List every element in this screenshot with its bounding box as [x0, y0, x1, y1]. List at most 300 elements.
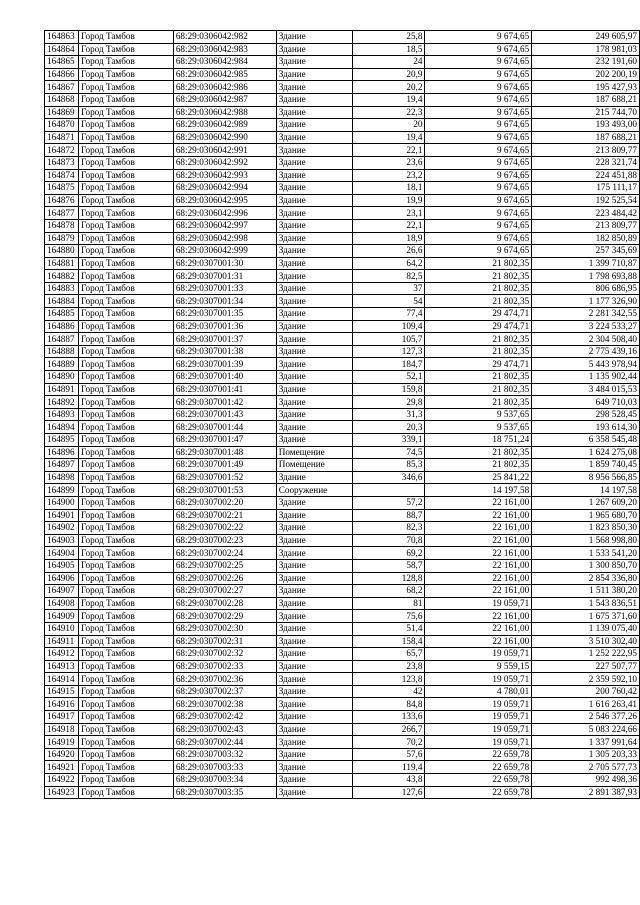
unit-cost-cell: 22 659,78 — [425, 761, 532, 774]
row-number-cell: 164911 — [45, 635, 79, 648]
area-cell: 70,2 — [352, 736, 425, 749]
table-row — [45, 56, 640, 69]
locality-cell: Город Тамбов — [78, 43, 173, 56]
table-row — [45, 471, 640, 484]
cadastral-number-cell: 68:29:0307001:52 — [173, 471, 276, 484]
area-cell: 65,7 — [352, 648, 425, 661]
row-number-cell: 164904 — [45, 547, 79, 560]
object-type-cell: Здание — [276, 257, 352, 270]
row-number-cell: 164896 — [45, 446, 79, 459]
cadastral-number-cell: 68:29:0307002:27 — [173, 585, 276, 598]
table-row — [45, 144, 640, 157]
unit-cost-cell: 9 674,65 — [425, 194, 532, 207]
area-cell: 70,8 — [352, 534, 425, 547]
row-number-cell: 164867 — [45, 81, 79, 94]
table-row — [45, 169, 640, 182]
object-type-cell: Здание — [276, 648, 352, 661]
object-type-cell: Здание — [276, 711, 352, 724]
locality-cell: Город Тамбов — [78, 144, 173, 157]
cadastral-number-cell: 68:29:0307001:35 — [173, 308, 276, 321]
cadastral-value-cell: 200 760,42 — [532, 685, 640, 698]
cadastral-value-cell: 1 965 680,70 — [532, 509, 640, 522]
area-cell: 19,9 — [352, 194, 425, 207]
area-cell: 22,1 — [352, 219, 425, 232]
object-type-cell: Здание — [276, 31, 352, 44]
area-cell: 51,4 — [352, 622, 425, 635]
locality-cell: Город Тамбов — [78, 408, 173, 421]
object-type-cell: Здание — [276, 496, 352, 509]
object-type-cell: Здание — [276, 723, 352, 736]
cadastral-value-cell: 2 775 439,16 — [532, 345, 640, 358]
object-type-cell: Здание — [276, 622, 352, 635]
unit-cost-cell: 29 474,71 — [425, 320, 532, 333]
unit-cost-cell: 4 780,01 — [425, 685, 532, 698]
unit-cost-cell: 21 802,35 — [425, 371, 532, 384]
cadastral-number-cell: 68:29:0306042:985 — [173, 68, 276, 81]
table-row — [45, 660, 640, 673]
object-type-cell: Здание — [276, 597, 352, 610]
cadastral-value-cell: 1 624 275,08 — [532, 446, 640, 459]
area-cell: 184,7 — [352, 358, 425, 371]
table-row — [45, 635, 640, 648]
cadastral-number-cell: 68:29:0307002:44 — [173, 736, 276, 749]
area-cell: 19,4 — [352, 93, 425, 106]
locality-cell: Город Тамбов — [78, 345, 173, 358]
cadastral-value-cell: 2 359 592,10 — [532, 673, 640, 686]
cadastral-value-cell: 1 399 710,87 — [532, 257, 640, 270]
locality-cell: Город Тамбов — [78, 270, 173, 283]
area-cell: 133,6 — [352, 711, 425, 724]
unit-cost-cell: 19 059,71 — [425, 673, 532, 686]
locality-cell: Город Тамбов — [78, 219, 173, 232]
table-row — [45, 308, 640, 321]
row-number-cell: 164905 — [45, 559, 79, 572]
row-number-cell: 164878 — [45, 219, 79, 232]
unit-cost-cell: 22 161,00 — [425, 559, 532, 572]
cadastral-value-cell: 178 981,03 — [532, 43, 640, 56]
cadastral-table — [44, 30, 640, 799]
unit-cost-cell: 9 674,65 — [425, 131, 532, 144]
locality-cell: Город Тамбов — [78, 736, 173, 749]
cadastral-number-cell: 68:29:0307001:38 — [173, 345, 276, 358]
object-type-cell: Здание — [276, 68, 352, 81]
table-row — [45, 786, 640, 799]
row-number-cell: 164888 — [45, 345, 79, 358]
cadastral-number-cell: 68:29:0307002:25 — [173, 559, 276, 572]
cadastral-value-cell: 6 358 545,48 — [532, 434, 640, 447]
table-row — [45, 774, 640, 787]
table-row — [45, 383, 640, 396]
table-row — [45, 622, 640, 635]
object-type-cell: Здание — [276, 585, 352, 598]
cadastral-number-cell: 68:29:0307001:33 — [173, 282, 276, 295]
row-number-cell: 164872 — [45, 144, 79, 157]
row-number-cell: 164875 — [45, 182, 79, 195]
unit-cost-cell: 19 059,71 — [425, 648, 532, 661]
unit-cost-cell: 19 059,71 — [425, 711, 532, 724]
unit-cost-cell: 22 161,00 — [425, 572, 532, 585]
table-row — [45, 333, 640, 346]
row-number-cell: 164920 — [45, 748, 79, 761]
cadastral-number-cell: 68:29:0307001:36 — [173, 320, 276, 333]
object-type-cell: Здание — [276, 774, 352, 787]
row-number-cell: 164894 — [45, 421, 79, 434]
object-type-cell: Здание — [276, 786, 352, 799]
area-cell: 18,1 — [352, 182, 425, 195]
unit-cost-cell: 9 674,65 — [425, 182, 532, 195]
cadastral-value-cell: 1 267 609,20 — [532, 496, 640, 509]
object-type-cell: Здание — [276, 358, 352, 371]
object-type-cell: Здание — [276, 547, 352, 560]
object-type-cell: Здание — [276, 408, 352, 421]
locality-cell: Город Тамбов — [78, 534, 173, 547]
area-cell: 85,3 — [352, 459, 425, 472]
area-cell: 266,7 — [352, 723, 425, 736]
cadastral-number-cell: 68:29:0307002:23 — [173, 534, 276, 547]
cadastral-number-cell: 68:29:0306042:994 — [173, 182, 276, 195]
unit-cost-cell: 9 674,65 — [425, 144, 532, 157]
table-row — [45, 736, 640, 749]
cadastral-number-cell: 68:29:0307001:37 — [173, 333, 276, 346]
cadastral-value-cell: 2 281 342,55 — [532, 308, 640, 321]
cadastral-number-cell: 68:29:0307002:36 — [173, 673, 276, 686]
cadastral-number-cell: 68:29:0306042:988 — [173, 106, 276, 119]
locality-cell: Город Тамбов — [78, 660, 173, 673]
unit-cost-cell: 9 537,65 — [425, 421, 532, 434]
cadastral-value-cell: 195 427,93 — [532, 81, 640, 94]
row-number-cell: 164906 — [45, 572, 79, 585]
object-type-cell: Здание — [276, 320, 352, 333]
unit-cost-cell: 22 659,78 — [425, 774, 532, 787]
area-cell: 68,2 — [352, 585, 425, 598]
unit-cost-cell: 22 161,00 — [425, 547, 532, 560]
area-cell: 22,1 — [352, 144, 425, 157]
object-type-cell: Здание — [276, 635, 352, 648]
area-cell: 75,6 — [352, 610, 425, 623]
locality-cell: Город Тамбов — [78, 685, 173, 698]
row-number-cell: 164876 — [45, 194, 79, 207]
cadastral-value-cell: 649 710,03 — [532, 396, 640, 409]
row-number-cell: 164901 — [45, 509, 79, 522]
object-type-cell: Помещение — [276, 459, 352, 472]
cadastral-number-cell: 68:29:0306042:982 — [173, 31, 276, 44]
unit-cost-cell: 9 537,65 — [425, 408, 532, 421]
cadastral-value-cell: 213 809,77 — [532, 144, 640, 157]
cadastral-number-cell: 68:29:0307001:43 — [173, 408, 276, 421]
cadastral-number-cell: 68:29:0307001:44 — [173, 421, 276, 434]
object-type-cell: Здание — [276, 156, 352, 169]
unit-cost-cell: 9 674,65 — [425, 245, 532, 258]
object-type-cell: Здание — [276, 572, 352, 585]
area-cell: 29,8 — [352, 396, 425, 409]
locality-cell: Город Тамбов — [78, 509, 173, 522]
area-cell: 84,8 — [352, 698, 425, 711]
cadastral-value-cell: 2 546 377,26 — [532, 711, 640, 724]
cadastral-value-cell: 2 854 336,80 — [532, 572, 640, 585]
unit-cost-cell: 22 161,00 — [425, 635, 532, 648]
cadastral-number-cell: 68:29:0307001:30 — [173, 257, 276, 270]
area-cell: 339,1 — [352, 434, 425, 447]
area-cell: 158,4 — [352, 635, 425, 648]
locality-cell: Город Тамбов — [78, 572, 173, 585]
cadastral-value-cell: 1 139 075,40 — [532, 622, 640, 635]
cadastral-value-cell: 5 083 224,66 — [532, 723, 640, 736]
cadastral-number-cell: 68:29:0307001:40 — [173, 371, 276, 384]
table-row — [45, 31, 640, 44]
table-row — [45, 396, 640, 409]
object-type-cell: Здание — [276, 81, 352, 94]
locality-cell: Город Тамбов — [78, 156, 173, 169]
unit-cost-cell: 21 802,35 — [425, 270, 532, 283]
row-number-cell: 164864 — [45, 43, 79, 56]
cadastral-value-cell: 192 525,54 — [532, 194, 640, 207]
cadastral-number-cell: 68:29:0307002:43 — [173, 723, 276, 736]
row-number-cell: 164913 — [45, 660, 79, 673]
locality-cell: Город Тамбов — [78, 245, 173, 258]
row-number-cell: 164910 — [45, 622, 79, 635]
locality-cell: Город Тамбов — [78, 68, 173, 81]
cadastral-number-cell: 68:29:0307003:35 — [173, 786, 276, 799]
area-cell: 31,3 — [352, 408, 425, 421]
row-number-cell: 164914 — [45, 673, 79, 686]
cadastral-value-cell: 223 484,42 — [532, 207, 640, 220]
locality-cell: Город Тамбов — [78, 635, 173, 648]
cadastral-value-cell: 1 337 991,64 — [532, 736, 640, 749]
cadastral-value-cell: 1 823 850,30 — [532, 522, 640, 535]
object-type-cell: Здание — [276, 295, 352, 308]
row-number-cell: 164907 — [45, 585, 79, 598]
unit-cost-cell: 19 059,71 — [425, 736, 532, 749]
table-body — [45, 31, 640, 799]
unit-cost-cell: 9 674,65 — [425, 93, 532, 106]
cadastral-value-cell: 1 568 998,80 — [532, 534, 640, 547]
object-type-cell: Здание — [276, 736, 352, 749]
locality-cell: Город Тамбов — [78, 648, 173, 661]
cadastral-number-cell: 68:29:0306042:990 — [173, 131, 276, 144]
object-type-cell: Здание — [276, 308, 352, 321]
locality-cell: Город Тамбов — [78, 484, 173, 497]
unit-cost-cell: 18 751,24 — [425, 434, 532, 447]
unit-cost-cell: 9 674,65 — [425, 43, 532, 56]
table-row — [45, 484, 640, 497]
row-number-cell: 164881 — [45, 257, 79, 270]
locality-cell: Город Тамбов — [78, 295, 173, 308]
cadastral-value-cell: 193 614,30 — [532, 421, 640, 434]
object-type-cell: Здание — [276, 144, 352, 157]
cadastral-number-cell: 68:29:0307002:22 — [173, 522, 276, 535]
table-row — [45, 131, 640, 144]
table-row — [45, 610, 640, 623]
table-row — [45, 597, 640, 610]
row-number-cell: 164882 — [45, 270, 79, 283]
area-cell — [352, 484, 425, 497]
area-cell: 37 — [352, 282, 425, 295]
object-type-cell: Здание — [276, 207, 352, 220]
cadastral-value-cell: 8 956 566,85 — [532, 471, 640, 484]
table-row — [45, 585, 640, 598]
cadastral-value-cell: 2 891 387,93 — [532, 786, 640, 799]
row-number-cell: 164869 — [45, 106, 79, 119]
area-cell: 23,1 — [352, 207, 425, 220]
object-type-cell: Здание — [276, 119, 352, 132]
object-type-cell: Здание — [276, 333, 352, 346]
object-type-cell: Здание — [276, 194, 352, 207]
table-row — [45, 559, 640, 572]
unit-cost-cell: 22 659,78 — [425, 748, 532, 761]
row-number-cell: 164890 — [45, 371, 79, 384]
row-number-cell: 164898 — [45, 471, 79, 484]
locality-cell: Город Тамбов — [78, 358, 173, 371]
object-type-cell: Здание — [276, 182, 352, 195]
unit-cost-cell: 21 802,35 — [425, 257, 532, 270]
unit-cost-cell: 19 059,71 — [425, 723, 532, 736]
locality-cell: Город Тамбов — [78, 471, 173, 484]
cadastral-number-cell: 68:29:0306042:999 — [173, 245, 276, 258]
table-row — [45, 345, 640, 358]
area-cell: 43,8 — [352, 774, 425, 787]
table-row — [45, 434, 640, 447]
table-row — [45, 207, 640, 220]
cadastral-value-cell: 1 533 541,20 — [532, 547, 640, 560]
area-cell: 18,9 — [352, 232, 425, 245]
cadastral-value-cell: 3 510 302,40 — [532, 635, 640, 648]
locality-cell: Город Тамбов — [78, 597, 173, 610]
cadastral-number-cell: 68:29:0307002:42 — [173, 711, 276, 724]
row-number-cell: 164912 — [45, 648, 79, 661]
locality-cell: Город Тамбов — [78, 119, 173, 132]
row-number-cell: 164903 — [45, 534, 79, 547]
row-number-cell: 164877 — [45, 207, 79, 220]
unit-cost-cell: 9 674,65 — [425, 31, 532, 44]
unit-cost-cell: 9 674,65 — [425, 56, 532, 69]
locality-cell: Город Тамбов — [78, 396, 173, 409]
cadastral-value-cell: 5 443 978,94 — [532, 358, 640, 371]
object-type-cell: Сооружение — [276, 484, 352, 497]
cadastral-value-cell: 3 224 533,27 — [532, 320, 640, 333]
row-number-cell: 164895 — [45, 434, 79, 447]
cadastral-value-cell: 1 177 326,90 — [532, 295, 640, 308]
cadastral-number-cell: 68:29:0307001:49 — [173, 459, 276, 472]
row-number-cell: 164892 — [45, 396, 79, 409]
unit-cost-cell: 22 161,00 — [425, 509, 532, 522]
cadastral-number-cell: 68:29:0306042:996 — [173, 207, 276, 220]
unit-cost-cell: 29 474,71 — [425, 308, 532, 321]
area-cell: 23,6 — [352, 156, 425, 169]
area-cell: 81 — [352, 597, 425, 610]
table-row — [45, 509, 640, 522]
row-number-cell: 164880 — [45, 245, 79, 258]
object-type-cell: Здание — [276, 534, 352, 547]
cadastral-number-cell: 68:29:0307001:41 — [173, 383, 276, 396]
area-cell: 54 — [352, 295, 425, 308]
area-cell: 57,6 — [352, 748, 425, 761]
object-type-cell: Здание — [276, 471, 352, 484]
area-cell: 123,8 — [352, 673, 425, 686]
area-cell: 346,6 — [352, 471, 425, 484]
table-row — [45, 358, 640, 371]
area-cell: 23,2 — [352, 169, 425, 182]
table-row — [45, 685, 640, 698]
area-cell: 128,8 — [352, 572, 425, 585]
cadastral-value-cell: 193 493,00 — [532, 119, 640, 132]
locality-cell: Город Тамбов — [78, 723, 173, 736]
object-type-cell: Здание — [276, 698, 352, 711]
unit-cost-cell: 22 161,00 — [425, 522, 532, 535]
row-number-cell: 164874 — [45, 169, 79, 182]
locality-cell: Город Тамбов — [78, 774, 173, 787]
locality-cell: Город Тамбов — [78, 610, 173, 623]
cadastral-value-cell: 1 798 693,88 — [532, 270, 640, 283]
unit-cost-cell: 9 674,65 — [425, 232, 532, 245]
unit-cost-cell: 19 059,71 — [425, 698, 532, 711]
unit-cost-cell: 21 802,35 — [425, 383, 532, 396]
cadastral-number-cell: 68:29:0306042:987 — [173, 93, 276, 106]
area-cell: 18,5 — [352, 43, 425, 56]
cadastral-number-cell: 68:29:0306042:995 — [173, 194, 276, 207]
cadastral-number-cell: 68:29:0306042:992 — [173, 156, 276, 169]
table-row — [45, 257, 640, 270]
locality-cell: Город Тамбов — [78, 106, 173, 119]
locality-cell: Город Тамбов — [78, 232, 173, 245]
area-cell: 105,7 — [352, 333, 425, 346]
unit-cost-cell: 22 161,00 — [425, 585, 532, 598]
table-row — [45, 194, 640, 207]
locality-cell: Город Тамбов — [78, 585, 173, 598]
unit-cost-cell: 21 802,35 — [425, 345, 532, 358]
locality-cell: Город Тамбов — [78, 434, 173, 447]
locality-cell: Город Тамбов — [78, 371, 173, 384]
object-type-cell: Здание — [276, 219, 352, 232]
cadastral-number-cell: 68:29:0306042:983 — [173, 43, 276, 56]
object-type-cell: Здание — [276, 396, 352, 409]
table-row — [45, 295, 640, 308]
cadastral-value-cell: 187 688,21 — [532, 93, 640, 106]
table-row — [45, 93, 640, 106]
area-cell: 82,3 — [352, 522, 425, 535]
table-row — [45, 496, 640, 509]
area-cell: 52,1 — [352, 371, 425, 384]
table-row — [45, 320, 640, 333]
row-number-cell: 164871 — [45, 131, 79, 144]
cadastral-value-cell: 175 111,17 — [532, 182, 640, 195]
cadastral-value-cell: 202 200,19 — [532, 68, 640, 81]
cadastral-number-cell: 68:29:0307002:24 — [173, 547, 276, 560]
unit-cost-cell: 9 674,65 — [425, 207, 532, 220]
object-type-cell: Здание — [276, 106, 352, 119]
locality-cell: Город Тамбов — [78, 559, 173, 572]
object-type-cell: Здание — [276, 131, 352, 144]
cadastral-number-cell: 68:29:0307003:33 — [173, 761, 276, 774]
locality-cell: Город Тамбов — [78, 81, 173, 94]
area-cell: 82,5 — [352, 270, 425, 283]
table-row — [45, 673, 640, 686]
locality-cell: Город Тамбов — [78, 522, 173, 535]
unit-cost-cell: 9 559,15 — [425, 660, 532, 673]
row-number-cell: 164866 — [45, 68, 79, 81]
table-row — [45, 232, 640, 245]
unit-cost-cell: 9 674,65 — [425, 68, 532, 81]
cadastral-number-cell: 68:29:0307001:53 — [173, 484, 276, 497]
unit-cost-cell: 14 197,58 — [425, 484, 532, 497]
row-number-cell: 164879 — [45, 232, 79, 245]
row-number-cell: 164885 — [45, 308, 79, 321]
cadastral-number-cell: 68:29:0307001:48 — [173, 446, 276, 459]
locality-cell: Город Тамбов — [78, 786, 173, 799]
row-number-cell: 164889 — [45, 358, 79, 371]
object-type-cell: Здание — [276, 371, 352, 384]
locality-cell: Город Тамбов — [78, 761, 173, 774]
table-row — [45, 182, 640, 195]
